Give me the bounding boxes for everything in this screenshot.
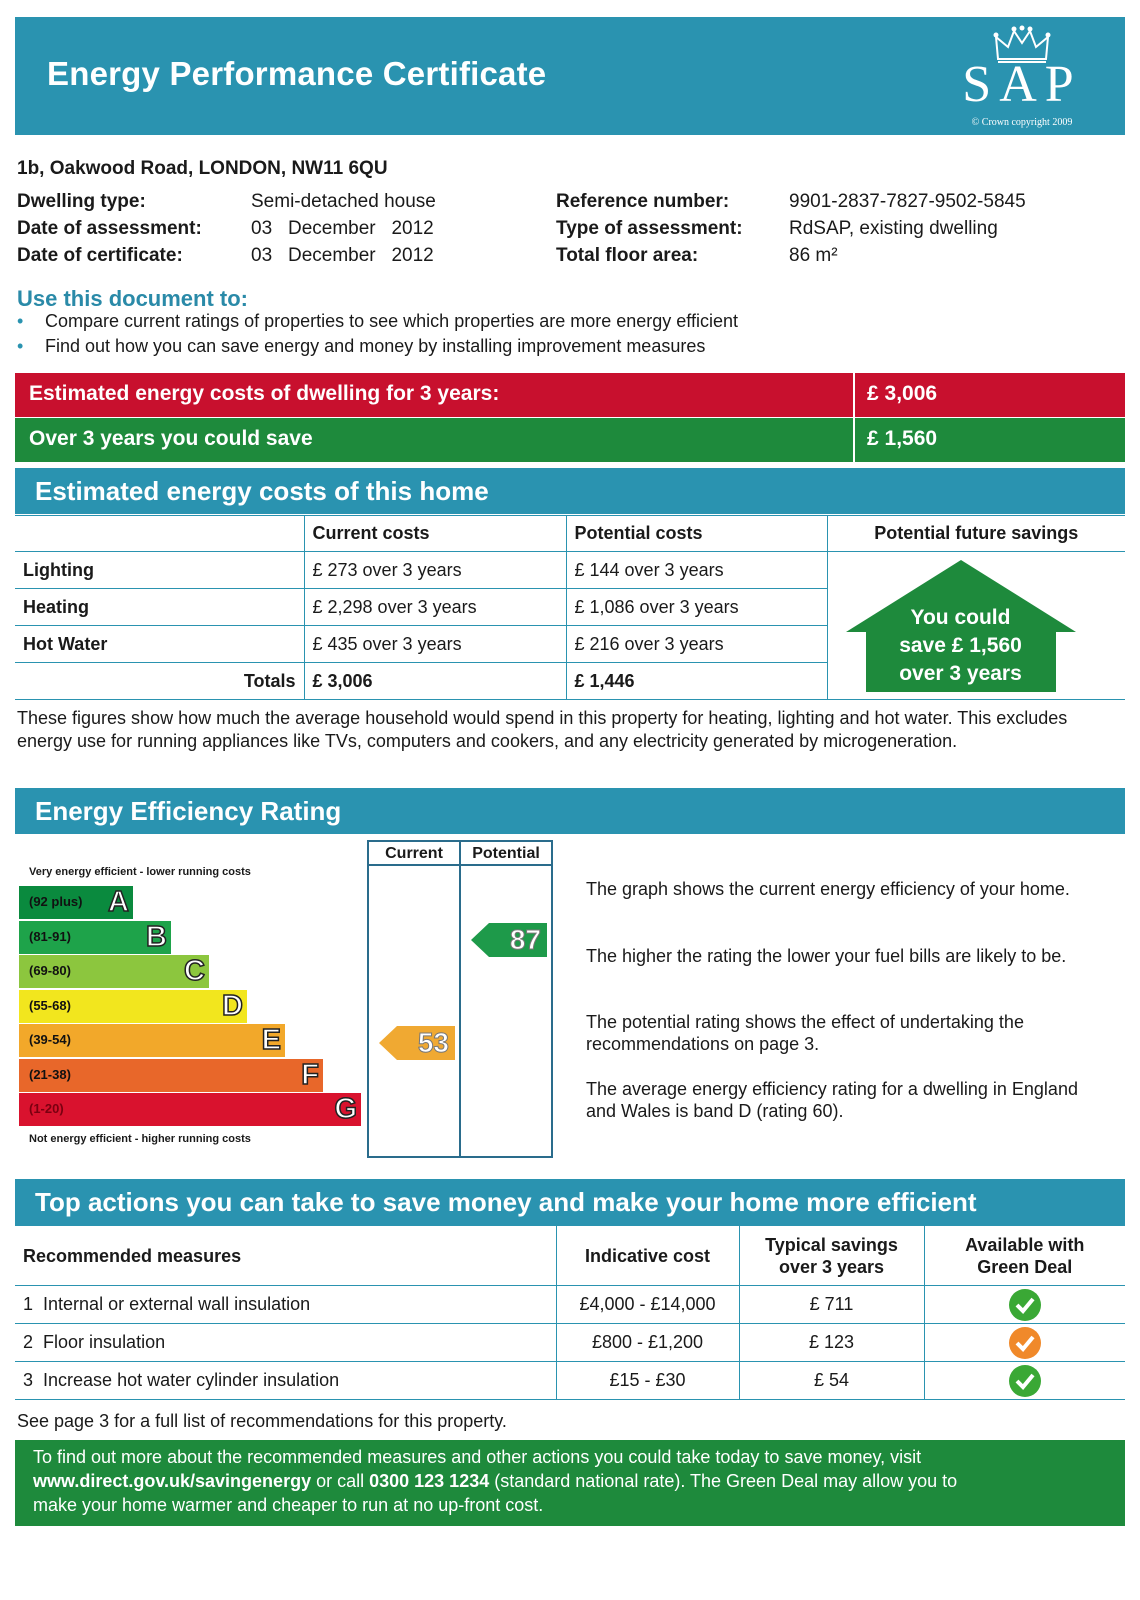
savings-message [846, 604, 1076, 688]
bullet-text: Find out how you can save energy and money by installing improvement measures [45, 336, 706, 356]
footer-text: or call [311, 1471, 370, 1491]
band-letter: C [184, 955, 205, 987]
sap-logo [947, 25, 1097, 129]
cost-section-title: Estimated energy costs of this home [35, 476, 489, 506]
measure-number: 3 [23, 1370, 34, 1390]
savings-header [739, 1226, 924, 1286]
potential-cost-cell: £ 144 over 3 years [566, 552, 827, 589]
green-deal-footer [15, 1440, 1125, 1526]
efficiency-rating-chart [15, 840, 575, 1160]
crown-copyright: © Crown copyright 2009 [971, 117, 1073, 128]
dwelling-type-label: Dwelling type: [17, 191, 146, 212]
green-deal-header-line: Available with [965, 1234, 1085, 1255]
current-cost-cell: £ 273 over 3 years [304, 552, 566, 589]
cost-header-blank [15, 516, 304, 552]
measure-cell [15, 1286, 556, 1324]
could-save-value: £ 1,560 [867, 427, 938, 450]
green-deal-header-line: Green Deal [977, 1256, 1073, 1277]
cost-header-potential: Potential costs [566, 516, 827, 552]
measure-cell [15, 1362, 556, 1400]
bullet-text: Compare current ratings of properties to see which properties are more energy efficient [45, 311, 739, 331]
potential-cost-cell: £ 1,086 over 3 years [566, 589, 827, 626]
rating-band-c [19, 955, 209, 988]
measures-header: Recommended measures [15, 1226, 556, 1286]
actions-table-header [15, 1226, 1125, 1286]
cost-header: Indicative cost [556, 1226, 739, 1286]
rating-section-title: Energy Efficiency Rating [35, 796, 342, 826]
savings-header-line: Typical savings [765, 1234, 898, 1255]
page-title: Energy Performance Certificate [47, 55, 547, 92]
potential-rating-marker [471, 923, 547, 957]
cost-table-header [15, 516, 1125, 552]
band-letter: A [108, 886, 129, 918]
certificate-header [15, 17, 1125, 135]
could-save-bar [15, 418, 1125, 462]
measure-name: Floor insulation [43, 1332, 166, 1352]
cost-note: These figures show how much the average household would spend in this property for heating, lighting and hot water. This excludes energy use for running appliances like TVs, computers and cookers, and any electricity generated by microgeneration. [17, 708, 1068, 751]
potential-cost-cell: £ 216 over 3 years [566, 626, 827, 663]
rating-band-b [19, 921, 171, 954]
green-deal-cell [924, 1324, 1125, 1362]
current-rating-value: 53 [417, 1027, 449, 1058]
use-document-title: Use this document to: [17, 286, 249, 311]
band-range: (1-20) [29, 1101, 64, 1116]
rating-band-d [19, 990, 247, 1023]
current-cost-cell: £ 2,298 over 3 years [304, 589, 566, 626]
bullet-icon: • [17, 311, 24, 331]
current-rating-marker [379, 1026, 455, 1060]
cost-table [15, 515, 1125, 700]
band-range: (55-68) [29, 997, 71, 1013]
divider [853, 373, 855, 417]
bottom-caption: Not energy efficient - higher running costs [29, 1133, 251, 1145]
rating-band-g [19, 1093, 361, 1126]
date-certificate-label: Date of certificate: [17, 245, 183, 266]
rating-paragraph: The average energy efficiency rating for a dwelling in England and Wales is band D (rating 60). [586, 1079, 1078, 1121]
potential-rating-value: 87 [509, 923, 541, 955]
use-bullet-save [17, 336, 705, 357]
row-label: Hot Water [15, 626, 304, 663]
typical-savings-cell: £ 54 [739, 1362, 924, 1400]
current-header: Current [369, 842, 459, 866]
potential-header: Potential [461, 842, 551, 866]
footer-line: To find out more about the recommended measures and other actions you could take today to save money, visit [33, 1447, 922, 1467]
date-assessment-label: Date of assessment: [17, 218, 202, 239]
green-deal-header [924, 1226, 1125, 1286]
rating-band-e [19, 1024, 285, 1057]
cost-header-current: Current costs [304, 516, 566, 552]
reference-label: Reference number: [556, 191, 730, 212]
measure-number: 2 [23, 1332, 34, 1352]
floor-area-value: 86 m² [789, 245, 838, 266]
green-deal-cell [924, 1286, 1125, 1324]
footer-line [33, 1469, 1107, 1493]
actions-section-title: Top actions you can take to save money and make your home more efficient [35, 1187, 977, 1217]
floor-area-label: Total floor area: [556, 245, 699, 266]
current-column [367, 840, 461, 1158]
indicative-cost-cell: £15 - £30 [556, 1362, 739, 1400]
cost-section-heading [15, 468, 1125, 514]
footer-line: make your home warmer and cheaper to run at no up-front cost. [33, 1495, 544, 1515]
rating-paragraph: The higher the rating the lower your fuel bills are likely to be. [586, 946, 1067, 966]
footer-phone: 0300 123 1234 [369, 1471, 490, 1491]
date-certificate-value: 03 December 2012 [251, 245, 434, 266]
indicative-cost-cell: £800 - £1,200 [556, 1324, 739, 1362]
current-cost-cell: £ 435 over 3 years [304, 626, 566, 663]
savings-header-line: over 3 years [778, 1256, 885, 1277]
property-address: 1b, Oakwood Road, LONDON, NW11 6QU [17, 158, 388, 179]
measure-cell [15, 1324, 556, 1362]
green-deal-cell [924, 1362, 1125, 1400]
bullet-icon: • [17, 336, 24, 356]
table-row [15, 1362, 1125, 1400]
rating-paragraph: The potential rating shows the effect of undertaking the recommendations on page 3. [586, 1012, 1024, 1054]
totals-label: Totals [15, 663, 304, 700]
type-assessment-label: Type of assessment: [556, 218, 743, 239]
dwelling-type-value: Semi-detached house [251, 191, 436, 212]
band-range: (81-91) [29, 928, 71, 944]
savings-line: save £ 1,560 [899, 634, 1022, 657]
estimated-cost-bar [15, 373, 1125, 417]
band-range: (69-80) [29, 963, 71, 978]
actions-table [15, 1225, 1125, 1400]
band-range: (21-38) [29, 1066, 71, 1082]
type-assessment-value: RdSAP, existing dwelling [789, 218, 998, 239]
totals-current: £ 3,006 [304, 663, 566, 700]
top-caption: Very energy efficient - lower running costs [29, 866, 251, 878]
table-row [15, 552, 1125, 589]
table-row [15, 1286, 1125, 1324]
band-letter: F [301, 1058, 319, 1091]
band-letter: E [261, 1024, 281, 1056]
sap-logo-text: SAP [962, 56, 1082, 113]
estimated-cost-label: Estimated energy costs of dwelling for 3 years: [29, 382, 500, 405]
check-circle-icon [1008, 1288, 1042, 1322]
measure-number: 1 [23, 1294, 34, 1314]
typical-savings-cell: £ 123 [739, 1324, 924, 1362]
row-label: Lighting [15, 552, 304, 589]
rating-band-a [19, 886, 133, 919]
footer-text: (standard national rate). The Green Deal may allow you to [489, 1471, 958, 1491]
estimated-cost-value: £ 3,006 [867, 382, 938, 405]
check-circle-icon [1008, 1364, 1042, 1398]
band-letter: B [146, 920, 167, 953]
table-row [15, 1324, 1125, 1362]
measure-name: Increase hot water cylinder insulation [43, 1370, 340, 1390]
band-letter: G [334, 1093, 357, 1125]
potential-column [459, 840, 553, 1158]
divider [853, 418, 855, 462]
rating-section-heading [15, 788, 1125, 834]
cost-header-savings: Potential future savings [827, 516, 1125, 552]
savings-line: You could [910, 606, 1011, 629]
band-letter: D [222, 989, 243, 1022]
totals-potential: £ 1,446 [566, 663, 827, 700]
reference-value: 9901-2837-7827-9502-5845 [789, 191, 1026, 212]
footer-url-link[interactable]: www.direct.gov.uk/savingenergy [33, 1471, 312, 1491]
actions-section-heading [15, 1179, 1125, 1225]
rating-band-f [19, 1059, 323, 1092]
savings-line: over 3 years [899, 662, 1022, 685]
typical-savings-cell: £ 711 [739, 1286, 924, 1324]
future-savings-cell [827, 552, 1125, 700]
use-bullet-compare [17, 311, 738, 332]
measure-name: Internal or external wall insulation [43, 1294, 311, 1314]
rating-paragraph: The graph shows the current energy efficiency of your home. [586, 879, 1070, 899]
see-page-note: See page 3 for a full list of recommendations for this property. [17, 1411, 507, 1431]
band-range: (92 plus) [29, 894, 83, 909]
row-label: Heating [15, 589, 304, 626]
date-assessment-value: 03 December 2012 [251, 218, 434, 239]
check-circle-icon [1008, 1326, 1042, 1360]
indicative-cost-cell: £4,000 - £14,000 [556, 1286, 739, 1324]
band-range: (39-54) [29, 1032, 71, 1047]
could-save-label: Over 3 years you could save [29, 427, 313, 450]
